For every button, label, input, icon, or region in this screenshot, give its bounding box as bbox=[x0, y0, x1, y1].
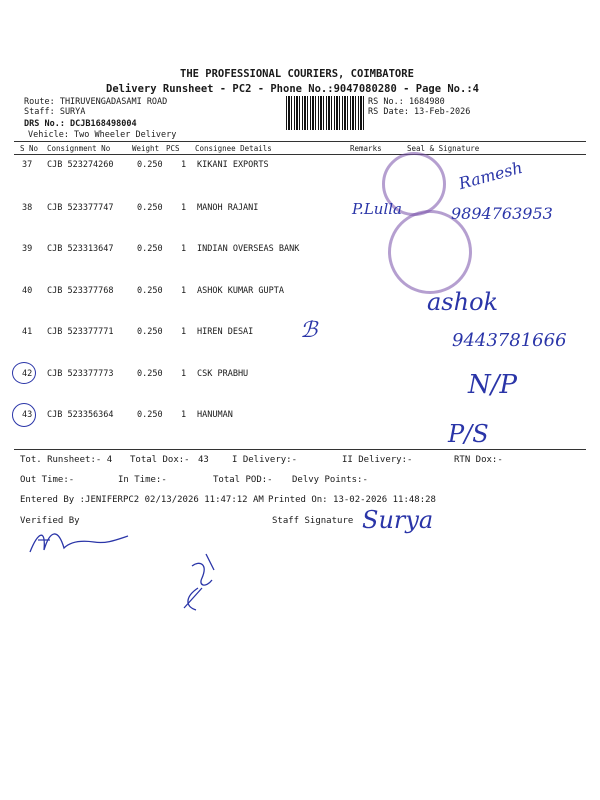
row-consignee: KIKANI EXPORTS bbox=[197, 160, 269, 170]
col-consignee: Consignee Details bbox=[195, 144, 272, 153]
row-consignee: MANOH RAJANI bbox=[197, 203, 259, 213]
route-label: Route: THIRUVENGADASAMI ROAD bbox=[24, 97, 168, 107]
rtn-dox: RTN Dox:- bbox=[454, 455, 503, 465]
row-weight: 0.250 bbox=[137, 244, 163, 254]
total-dox-label: Total Dox:- bbox=[130, 455, 190, 465]
col-pcs: PCS bbox=[166, 144, 180, 153]
row-consignee: HANUMAN bbox=[197, 410, 233, 420]
verified-by-label: Verified By bbox=[20, 516, 80, 526]
i-delivery: I Delivery:- bbox=[232, 455, 298, 465]
row-consignee: HIREN DESAI bbox=[197, 327, 254, 337]
col-consignment: Consignment No bbox=[47, 144, 111, 153]
row-pcs: 1 bbox=[181, 244, 187, 254]
totals-top-rule bbox=[14, 449, 586, 450]
signature-hiren: ℬ bbox=[300, 318, 318, 343]
row-weight: 0.250 bbox=[137, 203, 163, 213]
ink-circle-42 bbox=[12, 362, 36, 384]
out-time: Out Time:- bbox=[20, 475, 75, 485]
row-sno: 38 bbox=[22, 203, 33, 213]
row-weight: 0.250 bbox=[137, 410, 163, 420]
staff-label: Staff: SURYA bbox=[24, 107, 86, 117]
col-seal-signature: Seal & Signature bbox=[407, 144, 480, 153]
handwritten-ps: P/S bbox=[448, 420, 489, 448]
table-header-rule bbox=[14, 154, 586, 155]
handwritten-phone-1: 9894763953 bbox=[451, 204, 553, 223]
in-time: In Time:- bbox=[118, 475, 167, 485]
verifier-signature bbox=[24, 522, 134, 558]
row-consignment: CJB 523274260 bbox=[47, 160, 114, 170]
signature-surya: Surya bbox=[362, 506, 434, 534]
delivery-points: Delvy Points:- bbox=[292, 475, 368, 485]
staff-signature-label: Staff Signature bbox=[272, 516, 354, 526]
row-sno: 39 bbox=[22, 244, 33, 254]
document-subtitle: Delivery Runsheet - PC2 - Phone No.:9047080280 - Page No.:4 bbox=[106, 83, 479, 95]
rs-date: RS Date: 13-Feb-2026 bbox=[368, 107, 471, 117]
row-sno: 41 bbox=[22, 327, 33, 337]
drs-label: DRS No.: DCJB168498004 bbox=[24, 119, 137, 129]
barcode-image bbox=[286, 96, 364, 130]
row-sno: 37 bbox=[22, 160, 33, 170]
row-pcs: 1 bbox=[181, 203, 187, 213]
ii-delivery: II Delivery:- bbox=[342, 455, 413, 465]
row-consignment: CJB 523377773 bbox=[47, 369, 114, 379]
row-weight: 0.250 bbox=[137, 286, 163, 296]
handwritten-phone-2: 9443781666 bbox=[452, 330, 567, 351]
col-sno: S No bbox=[20, 144, 39, 153]
total-pod: Total POD:- bbox=[213, 475, 273, 485]
ink-circle-43 bbox=[12, 403, 36, 427]
row-consignment: CJB 523356364 bbox=[47, 410, 114, 420]
row-sno: 42 bbox=[22, 369, 33, 379]
row-weight: 0.250 bbox=[137, 327, 163, 337]
col-weight: Weight bbox=[132, 144, 160, 153]
row-pcs: 1 bbox=[181, 410, 187, 420]
row-consignment: CJB 523377768 bbox=[47, 286, 114, 296]
row-consignee: ASHOK KUMAR GUPTA bbox=[197, 286, 284, 296]
row-pcs: 1 bbox=[181, 286, 187, 296]
vehicle-label: Vehicle: Two Wheeler Delivery bbox=[28, 130, 177, 140]
row-sno: 43 bbox=[22, 410, 33, 420]
company-name: THE PROFESSIONAL COURIERS, COIMBATORE bbox=[180, 68, 414, 80]
row-pcs: 1 bbox=[181, 160, 187, 170]
row-consignee: CSK PRABHU bbox=[197, 369, 249, 379]
rs-number: RS No.: 1684980 bbox=[368, 97, 445, 107]
row-pcs: 1 bbox=[181, 369, 187, 379]
handwritten-ashok: ashok bbox=[427, 288, 499, 316]
row-consignee: INDIAN OVERSEAS BANK bbox=[197, 244, 300, 254]
row-sno: 40 bbox=[22, 286, 33, 296]
row-consignment: CJB 523377771 bbox=[47, 327, 114, 337]
row-pcs: 1 bbox=[181, 327, 187, 337]
col-remarks: Remarks bbox=[350, 144, 382, 153]
entered-by: Entered By :JENIFERPC2 02/13/2026 11:47:12 AM bbox=[20, 495, 264, 505]
signature-plulla: P.Lulla bbox=[352, 200, 402, 218]
table-top-rule bbox=[14, 141, 586, 142]
total-runsheet: Tot. Runsheet:- 4 bbox=[20, 455, 113, 465]
signature-ramesh: Ramesh bbox=[456, 157, 525, 194]
printed-on: Printed On: 13-02-2026 11:48:28 bbox=[268, 495, 436, 505]
row-weight: 0.250 bbox=[137, 369, 163, 379]
row-weight: 0.250 bbox=[137, 160, 163, 170]
handwritten-np: N/P bbox=[468, 370, 518, 400]
row-consignment: CJB 523313647 bbox=[47, 244, 114, 254]
total-dox-value: 43 bbox=[198, 455, 209, 465]
verifier-initials bbox=[176, 548, 236, 614]
row-consignment: CJB 523377747 bbox=[47, 203, 114, 213]
